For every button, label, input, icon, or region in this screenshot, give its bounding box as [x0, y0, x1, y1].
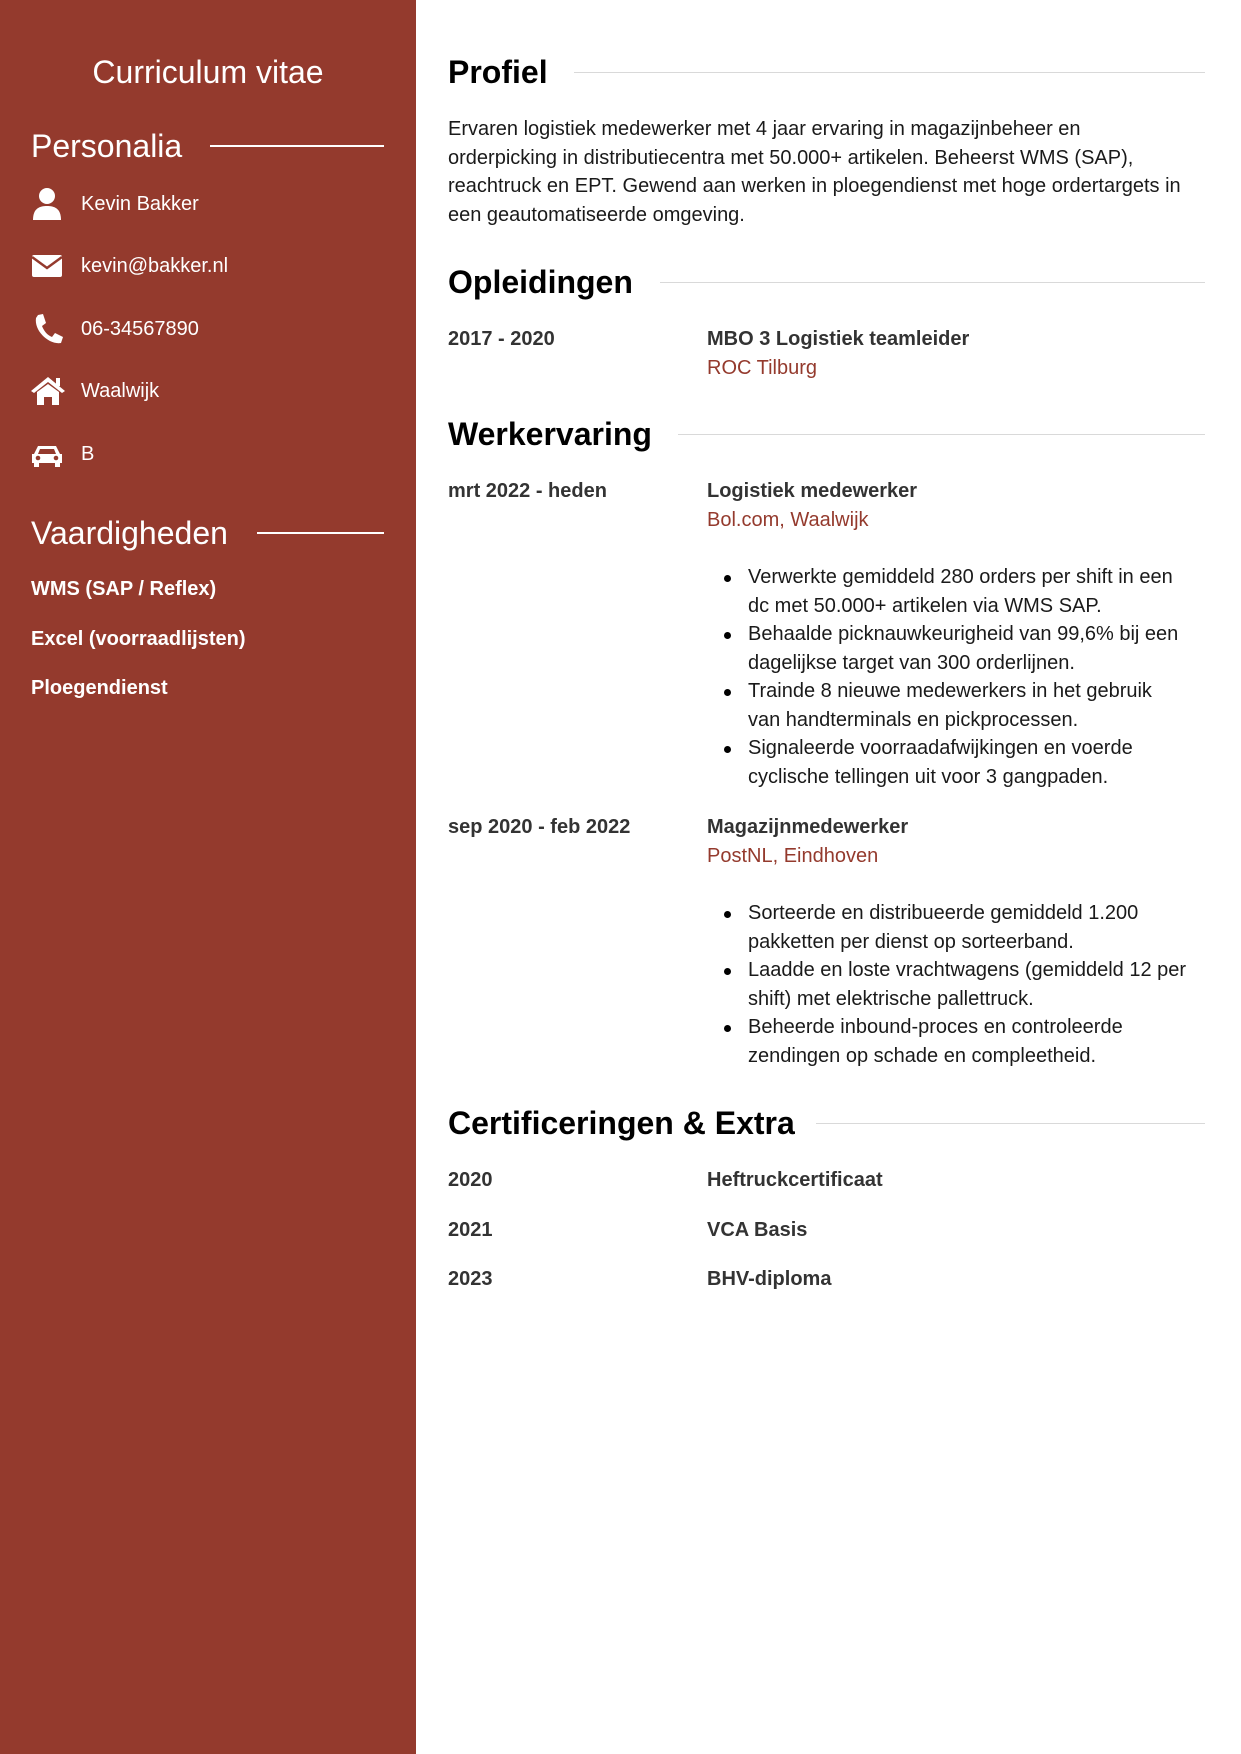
skills-heading: Vaardigheden [31, 515, 228, 551]
contact-city [31, 374, 391, 414]
profile-divider [574, 72, 1205, 73]
contact-name-text: Kevin Bakker [81, 193, 199, 215]
contact-phone [31, 312, 391, 352]
contact-city-text: Waalwijk [81, 380, 160, 402]
personalia-heading: Personalia [31, 128, 183, 164]
envelope-icon [31, 249, 63, 283]
car-icon [31, 437, 63, 471]
education-school: ROC Tilburg [707, 357, 818, 379]
cert-title: Heftruckcertificaat [707, 1169, 883, 1191]
job-period: mrt 2022 - heden [448, 480, 607, 502]
personalia-divider [210, 145, 384, 147]
skills-divider [257, 532, 384, 534]
profile-heading: Profiel [448, 54, 548, 90]
profile-text: Ervaren logistiek medewerker met 4 jaar ervaring in magazijnbeheer en orderpicking in distributiecentra met 50.000+ artikelen. Beheerst WMS (SAP), reachtruck en EPT. Gewend aan werken in ploegendienst met hoge ordertargets in een geautomatiseerde omgeving. [448, 118, 1181, 226]
cert-year: 2023 [448, 1268, 493, 1290]
job-period: sep 2020 - feb 2022 [448, 816, 631, 838]
skill-item: Excel (voorraadlijsten) [31, 628, 246, 650]
job-employer: PostNL, Eindhoven [707, 845, 879, 867]
experience-heading: Werkervaring [448, 416, 652, 452]
contact-license [31, 437, 391, 477]
certifications-divider [816, 1123, 1205, 1124]
job-title: Magazijnmedewerker [707, 816, 909, 838]
skill-item: Ploegendienst [31, 677, 168, 699]
sidebar [0, 0, 416, 1754]
job-bullet: Behaalde picknauwkeurigheid van 99,6% bij een dagelijkse target van 300 orderlijnen. [707, 620, 1187, 677]
cert-title: BHV-diploma [707, 1268, 832, 1290]
job-bullets [707, 563, 1187, 791]
education-divider [660, 282, 1205, 283]
phone-icon [31, 312, 63, 346]
job-bullet: Laadde en loste vrachtwagens (gemiddeld 12 per shift) met elektrische pallettruck. [707, 956, 1187, 1013]
cv-title: Curriculum vitae [92, 54, 324, 90]
contact-license-text: B [81, 443, 95, 465]
contact-email [31, 249, 391, 289]
job-bullet: Verwerkte gemiddeld 280 orders per shift in een dc met 50.000+ artikelen via WMS SAP. [707, 563, 1187, 620]
job-bullets [707, 899, 1187, 1070]
job-bullet: Signaleerde voorraadafwijkingen en voerde cyclische tellingen uit voor 3 gangpaden. [707, 734, 1187, 791]
contact-name [31, 187, 391, 227]
user-icon [31, 187, 63, 221]
experience-divider [678, 434, 1205, 435]
contact-phone-text: 06-34567890 [81, 318, 199, 340]
cert-year: 2020 [448, 1169, 493, 1191]
main-content [416, 0, 1241, 1754]
education-heading: Opleidingen [448, 264, 633, 300]
cert-year: 2021 [448, 1219, 493, 1241]
education-period: 2017 - 2020 [448, 328, 555, 350]
job-bullet: Trainde 8 nieuwe medewerkers in het gebruik van handterminals en pickprocessen. [707, 677, 1187, 734]
certifications-heading: Certificeringen & Extra [448, 1105, 795, 1141]
job-bullet: Sorteerde en distribueerde gemiddeld 1.200 pakketten per dienst op sorteerband. [707, 899, 1187, 956]
contact-email-text: kevin@bakker.nl [81, 255, 229, 277]
education-title: MBO 3 Logistiek teamleider [707, 328, 970, 350]
home-icon [31, 374, 63, 408]
job-title: Logistiek medewerker [707, 480, 918, 502]
skill-item: WMS (SAP / Reflex) [31, 578, 217, 600]
job-bullet: Beheerde inbound-proces en controleerde zendingen op schade en compleetheid. [707, 1013, 1187, 1070]
cert-title: VCA Basis [707, 1219, 808, 1241]
job-employer: Bol.com, Waalwijk [707, 509, 869, 531]
